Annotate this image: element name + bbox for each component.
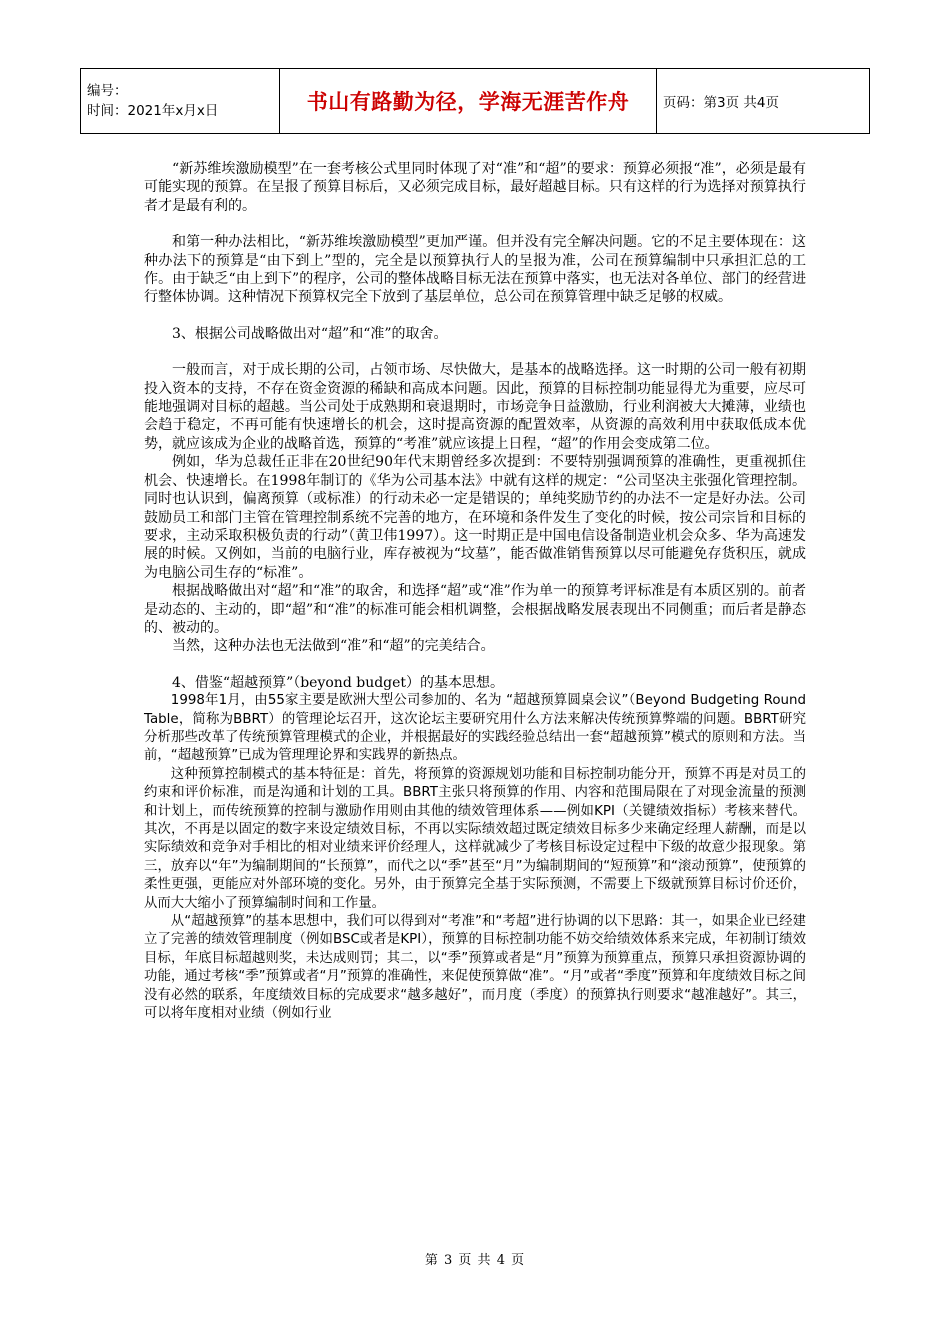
section-heading: 4、借鉴“超越预算”（beyond budget）的基本思想。 (172, 674, 505, 691)
paragraph: 当然，这种办法也无法做到“准”和“超”的完美结合。 (172, 638, 495, 655)
paragraph: 1998年1月，由55家主要是欧洲大型公司参加的、名为 “超越预算圆桌会议”（Beyond Budgeting Round Table，简称为BBRT）的管理论坛召开，这次论坛主要研究用什么方法来解决传统预算弊端的问题。BBRT研究分析那些改革了传统预算管理模式的企业，并根据最好的实践经验总结出一套“超越预算”模式的原则和方法。当前，“超越预算”已成为管理理论界和实践界的新热点。 (144, 693, 806, 764)
page-header (80, 68, 870, 134)
paragraph: “新苏维埃激励模型”在一套考核公式里同时体现了对“准”和“超”的要求：预算必须报“准”，必须是最有可能实现的预算。在呈报了预算目标后，又必须完成目标，最好超越目标。只有这样的行为选择对预算执行者才是最有利的。 (144, 161, 806, 214)
paragraph: 从“超越预算”的基本思想中，我们可以得到对“考准”和“考超”进行协调的以下思路：其一，如果企业已经建立了完善的绩效管理制度（例如BSC或者是KPI），预算的目标控制功能不妨交给绩效体系来完成，年初制订绩效目标，年底目标超越则奖，未达成则罚；其二，以“季”预算或者是“月”预算为预算重点，预算只承担资源协调的功能，通过考核“季”预算或者“月”预算的准确性，来促使预算做“准”。“月”或者“季度”预算和年度绩效目标之间没有必然的联系，年度绩效目标的完成要求“越多越好”，而月度（季度）的预算执行则要求“越准越好”。其三，可以将年度相对业绩（例如行业 (144, 914, 806, 1022)
header-left-cell (81, 69, 280, 134)
page-footer: 第 3 页 共 4 页 (424, 1253, 526, 1268)
paragraph: 和第一种办法相比，“新苏维埃激励模型”更加严谨。但并没有完全解决问题。它的不足主要体现在：这种办法下的预算是“由下到上”型的，完全是以预算执行人的呈报为准，公司在预算编制中只承担汇总的工作。由于缺乏“由上到下”的程序，公司的整体战略目标无法在预算中落实，也无法对各单位、部门的经营进行整体协调。这种情况下预算权完全下放到了基层单位，总公司在预算管理中缺乏足够的权威。 (144, 234, 806, 306)
document-time-label: 时间：2021年x月x日 (87, 103, 219, 119)
paragraph: 一般而言，对于成长期的公司，占领市场、尽快做大，是基本的战略选择。这一时期的公司一般有初期投入资本的支持，不存在资金资源的稀缺和高成本问题。因此，预算的目标控制功能显得尤为重要，应尽可能地强调对目标的超越。当公司处于成熟期和衰退期时，市场竞争日益激励，行业利润被大大摊薄，业绩也会趋于稳定，不再可能有快速增长的机会，这时提高资源的配置效率，从资源的高效利用中获取低成本优势，就应该成为企业的战略首选，预算的“考准”就应该提上日程，“超”的作用会变成第二位。 (144, 362, 806, 452)
paragraph: 根据战略做出对“超”和“准”的取舍，和选择“超”或“准”作为单一的预算考评标准是有本质区别的。前者是动态的、主动的，即“超”和“准”的标准可能会相机调整，会根据战略发展表现出不同侧重；而后者是静态的、被动的。 (144, 583, 806, 636)
header-page-info: 页码：第3页 共4页 (657, 69, 870, 134)
paragraph: 这种预算控制模式的基本特征是：首先，将预算的资源规划功能和目标控制功能分开，预算不再是对员工的约束和评价标准，而是沟通和计划的工具。BBRT主张只将预算的作用、内容和范围局限在了对现金流量的预测和计划上，而传统预算的控制与激励作用则由其他的绩效管理体系——例如KPI（关键绩效指标）考核来替代。其次，不再是以固定的数字来设定绩效目标，不再以实际绩效超过既定绩效目标多少来确定经理人薪酬，而是以实际绩效和竞争对手相比的相对业绩来评价经理人，这样就减少了考核目标设定过程中下级的故意少报现象。第三，放弃以“年”为编制期间的“长预算”，而代之以“季”甚至“月”为编制期间的“短预算”和“滚动预算”，使预算的柔性更强，更能应对外部环境的变化。另外，由于预算完全基于实际预测，不需要上下级就预算目标讨价还价，从而大大缩小了预算编制时间和工作量。 (144, 766, 806, 911)
header-motto: 书山有路勤为径，学海无涯苦作舟 (280, 69, 657, 134)
section-heading: 3、根据公司战略做出对“超”和“准”的取舍。 (172, 325, 448, 342)
document-code-label: 编号： (87, 83, 128, 99)
paragraph: 例如，华为总裁任正非在20世纪90年代末期曾经多次提到：不要特别强调预算的准确性，更重视抓住机会、快速增长。在1998年制订的《华为公司基本法》中就有这样的规定：“公司坚决主张强化管理控制。同时也认识到，偏离预算（或标准）的行动未必一定是错误的；单纯奖励节约的办法不一定是好办法。公司鼓励员工和部门主管在管理控制系统不完善的地方，在环境和条件发生了变化的时候，按公司宗旨和目标的要求，主动采取积极负责的行动”（黄卫伟1997）。这一时期正是中国电信设备制造业机会众多、华为高速发展的时候。又例如，当前的电脑行业，库存被视为“坟墓”，能否做准销售预算以尽可能避免存货积压，就成为电脑公司生存的“标准”。 (144, 454, 806, 581)
document-body (144, 160, 806, 1023)
